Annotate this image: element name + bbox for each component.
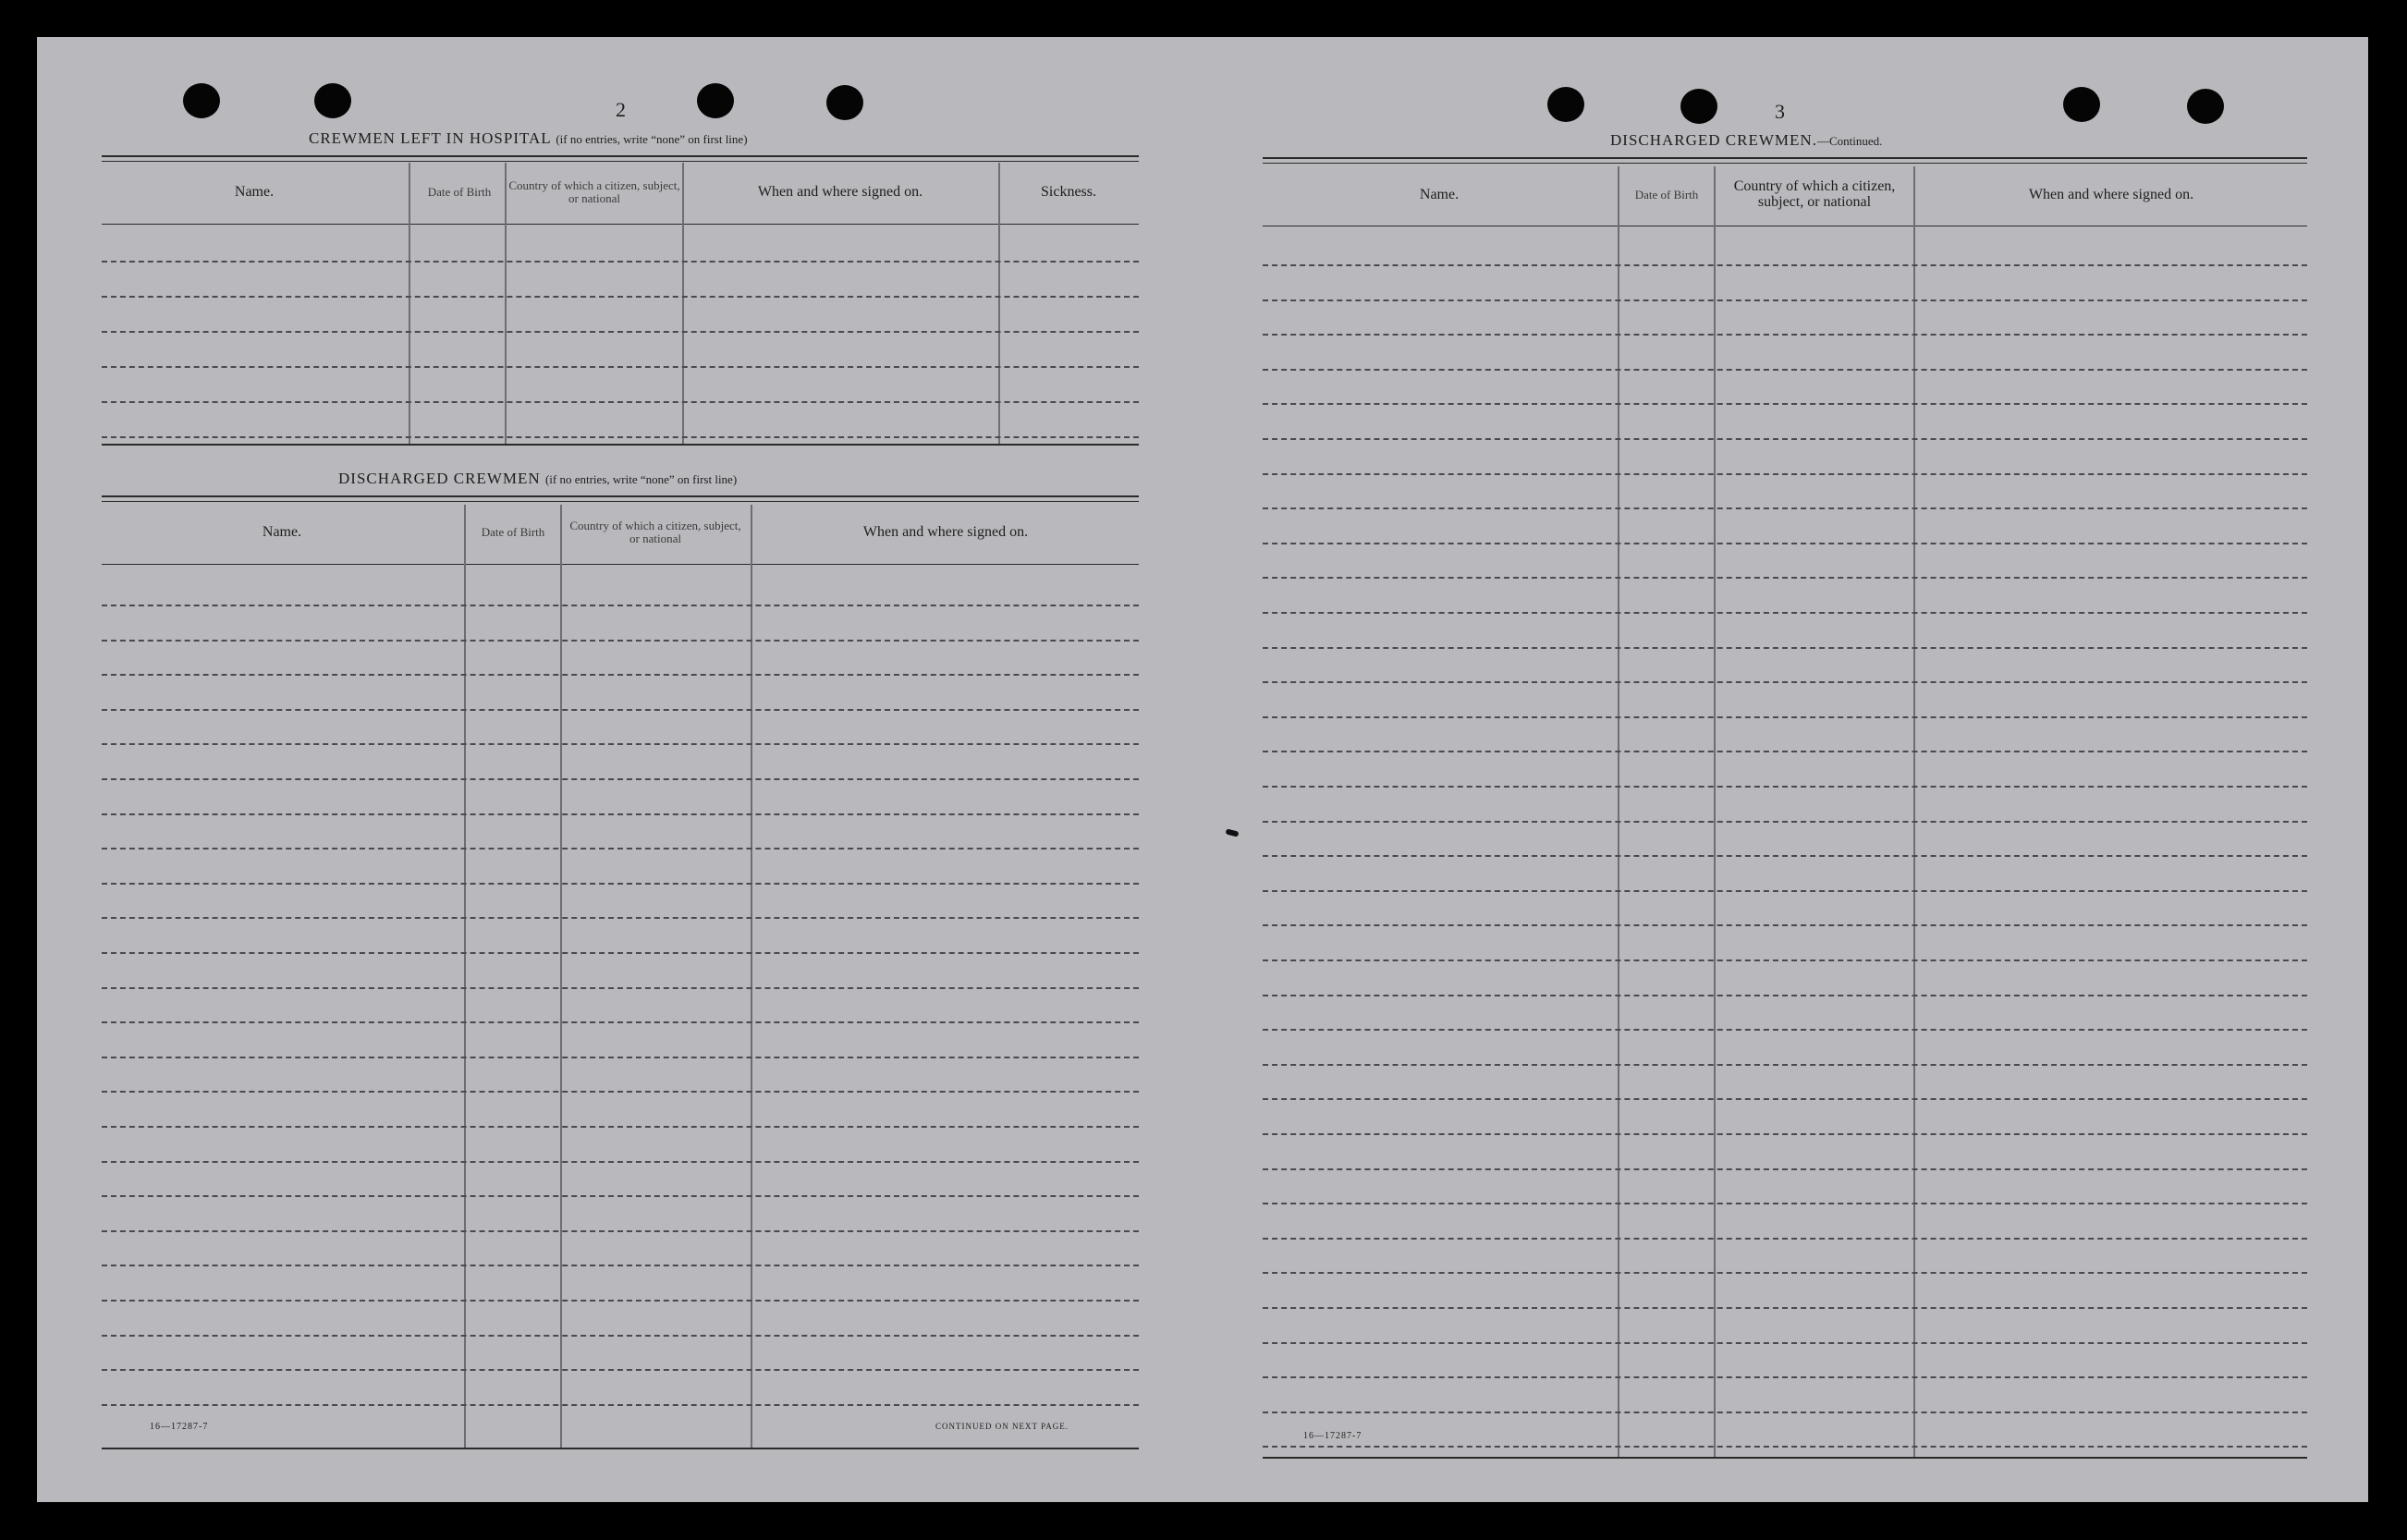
- section-instruction: (if no entries, write “none” on first line): [544, 472, 738, 486]
- entry-line[interactable]: [1263, 751, 2307, 752]
- entry-line[interactable]: [1263, 1238, 2307, 1240]
- entry-line[interactable]: [102, 1195, 1139, 1197]
- form-sheet: [37, 37, 2368, 1502]
- punch-hole: [1547, 87, 1584, 122]
- entry-line[interactable]: [102, 401, 1139, 403]
- table-top-rule: [102, 155, 1139, 157]
- entry-line[interactable]: [102, 1057, 1139, 1058]
- entry-line[interactable]: [102, 1265, 1139, 1266]
- entry-line[interactable]: [1263, 577, 2307, 579]
- column-divider: [1618, 166, 1619, 1457]
- column-header-signed-on: When and where signed on.: [862, 523, 1029, 540]
- column-header-signed-on: When and where signed on.: [2028, 186, 2194, 202]
- entry-line[interactable]: [1263, 1446, 2307, 1448]
- section-title-text: CREWMEN LEFT IN HOSPITAL: [309, 129, 552, 147]
- entry-line[interactable]: [1263, 1376, 2307, 1378]
- section-instruction: (if no entries, write “none” on first line): [556, 132, 748, 146]
- punch-hole: [697, 83, 734, 118]
- table-top-rule: [102, 161, 1139, 162]
- discharged-continued-title: [1610, 131, 1882, 150]
- entry-line[interactable]: [1263, 681, 2307, 683]
- entry-line[interactable]: [102, 1091, 1139, 1093]
- header-bottom-rule: [102, 564, 1139, 565]
- punch-hole: [314, 83, 351, 118]
- column-header-name: Name.: [234, 183, 275, 200]
- column-divider: [409, 163, 410, 446]
- entry-line[interactable]: [1263, 716, 2307, 718]
- entry-line[interactable]: [102, 1126, 1139, 1128]
- entry-line[interactable]: [1263, 264, 2307, 266]
- entry-line[interactable]: [1263, 786, 2307, 788]
- entry-line[interactable]: [1263, 299, 2307, 301]
- punch-hole: [183, 83, 220, 118]
- entry-line[interactable]: [102, 1404, 1139, 1406]
- entry-line[interactable]: [102, 640, 1139, 642]
- column-divider: [751, 505, 752, 1449]
- entry-line[interactable]: [102, 813, 1139, 815]
- discharged-section-title: [338, 470, 737, 488]
- column-header-name: Name.: [262, 523, 302, 540]
- entry-line[interactable]: [102, 778, 1139, 780]
- entry-line[interactable]: [102, 952, 1139, 954]
- column-divider: [682, 163, 684, 446]
- entry-line[interactable]: [102, 1161, 1139, 1163]
- entry-line[interactable]: [1263, 1029, 2307, 1031]
- entry-line[interactable]: [1263, 543, 2307, 544]
- column-header-date-of-birth: Date of Birth: [481, 525, 545, 540]
- entry-line[interactable]: [102, 1369, 1139, 1371]
- entry-line[interactable]: [1263, 334, 2307, 336]
- entry-line[interactable]: [1263, 890, 2307, 892]
- header-bottom-rule: [102, 224, 1139, 225]
- entry-line[interactable]: [1263, 855, 2307, 857]
- entry-line[interactable]: [1263, 369, 2307, 371]
- entry-line[interactable]: [1263, 473, 2307, 475]
- table-top-rule: [102, 495, 1139, 497]
- entry-line[interactable]: [102, 987, 1139, 989]
- entry-line[interactable]: [1263, 1098, 2307, 1100]
- entry-line[interactable]: [1263, 1342, 2307, 1344]
- column-header-country: Country of which a citizen, subject, or national: [508, 178, 680, 205]
- entry-line[interactable]: [102, 848, 1139, 849]
- column-divider: [998, 163, 1000, 446]
- table-top-rule: [1263, 157, 2307, 159]
- entry-line[interactable]: [1263, 1307, 2307, 1309]
- column-header-sickness: Sickness.: [1041, 183, 1096, 200]
- entry-line[interactable]: [1263, 612, 2307, 614]
- column-header-country: Country of which a citizen, subject, or national: [1733, 178, 1896, 210]
- table-bottom-rule: [102, 444, 1139, 446]
- entry-line[interactable]: [1263, 959, 2307, 961]
- entry-line[interactable]: [102, 605, 1139, 606]
- entry-line[interactable]: [102, 366, 1139, 368]
- column-header-country: Country of which a citizen, subject, or national: [569, 519, 741, 545]
- entry-line[interactable]: [1263, 1133, 2307, 1135]
- ink-mark: [1225, 828, 1239, 837]
- entry-line[interactable]: [102, 331, 1139, 333]
- table-top-rule: [102, 501, 1139, 502]
- section-title-text: DISCHARGED CREWMEN.: [1610, 131, 1817, 149]
- entry-line[interactable]: [1263, 1064, 2307, 1066]
- column-divider: [505, 163, 507, 446]
- entry-line[interactable]: [1263, 924, 2307, 926]
- entry-line[interactable]: [1263, 1168, 2307, 1170]
- hospital-section-title: [309, 129, 748, 148]
- column-header-signed-on: When and where signed on.: [757, 183, 923, 200]
- column-header-date-of-birth: Date of Birth: [427, 185, 492, 200]
- form-number: 16—17287-7: [1303, 1431, 1362, 1441]
- entry-line[interactable]: [1263, 1412, 2307, 1413]
- column-divider: [560, 505, 562, 1449]
- entry-line[interactable]: [1263, 1203, 2307, 1204]
- table-bottom-rule: [102, 1448, 1139, 1449]
- punch-hole: [1680, 89, 1717, 124]
- column-divider: [1913, 166, 1915, 1457]
- entry-line[interactable]: [102, 261, 1139, 263]
- entry-line[interactable]: [102, 1300, 1139, 1302]
- page-number: 2: [616, 98, 626, 121]
- entry-line[interactable]: [102, 917, 1139, 919]
- table-bottom-rule: [1263, 1457, 2307, 1459]
- column-divider: [464, 505, 466, 1449]
- continued-note: CONTINUED ON NEXT PAGE.: [935, 1422, 1069, 1431]
- entry-line[interactable]: [102, 1021, 1139, 1023]
- punch-hole: [826, 85, 863, 120]
- entry-line[interactable]: [1263, 821, 2307, 823]
- entry-line[interactable]: [102, 883, 1139, 885]
- punch-hole: [2063, 87, 2100, 122]
- entry-line[interactable]: [102, 296, 1139, 298]
- punch-hole: [2187, 89, 2224, 124]
- entry-line[interactable]: [102, 743, 1139, 745]
- entry-line[interactable]: [102, 709, 1139, 711]
- entry-line[interactable]: [1263, 507, 2307, 509]
- column-divider: [1714, 166, 1716, 1457]
- entry-line[interactable]: [102, 674, 1139, 676]
- entry-line[interactable]: [1263, 403, 2307, 405]
- column-header-date-of-birth: Date of Birth: [1634, 188, 1699, 202]
- entry-line[interactable]: [1263, 438, 2307, 440]
- entry-line[interactable]: [102, 1335, 1139, 1337]
- entry-line[interactable]: [102, 1230, 1139, 1232]
- table-top-rule: [1263, 163, 2307, 164]
- entry-line[interactable]: [102, 436, 1139, 438]
- section-title-text: DISCHARGED CREWMEN: [338, 470, 541, 487]
- entry-line[interactable]: [1263, 995, 2307, 996]
- section-title-suffix: —Continued.: [1816, 134, 1883, 148]
- page-number: 3: [1775, 100, 1785, 123]
- entry-line[interactable]: [1263, 1272, 2307, 1274]
- form-number: 16—17287-7: [150, 1422, 209, 1432]
- column-header-name: Name.: [1419, 186, 1460, 202]
- entry-line[interactable]: [1263, 647, 2307, 649]
